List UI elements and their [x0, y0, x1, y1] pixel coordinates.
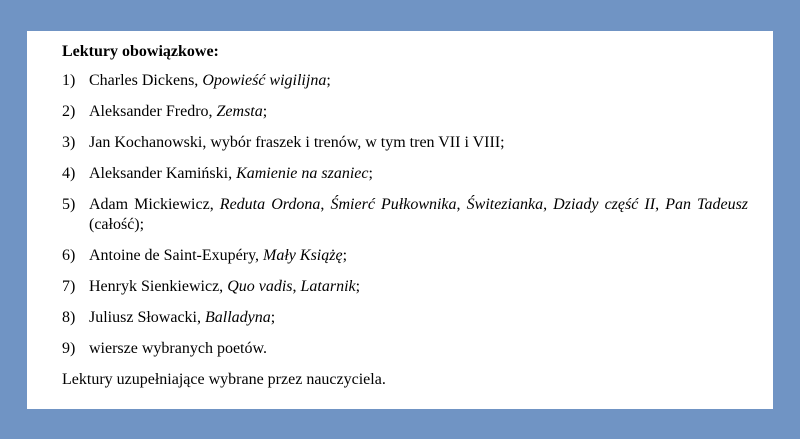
book-title: Mały Książę: [263, 247, 343, 264]
list-item-text: [89, 133, 748, 153]
text-segment: ;: [342, 247, 348, 264]
document-page: [27, 31, 773, 409]
list-item: [62, 133, 748, 153]
text-segment: ,: [320, 196, 331, 213]
text-segment: ,: [543, 196, 554, 213]
list-item-text: [89, 195, 748, 235]
book-title: Dziady część II: [553, 196, 656, 213]
list-item-number: 6): [62, 247, 76, 264]
book-title: Kamienie na szaniec: [236, 165, 369, 182]
text-segment: Henryk Sienkiewicz,: [89, 278, 228, 295]
list-item: [62, 164, 748, 184]
list-item-text: [89, 246, 748, 266]
list-item: [62, 339, 748, 359]
list-item-text: [89, 339, 748, 359]
text-segment: ,: [292, 278, 301, 295]
list-item-number: 4): [62, 165, 76, 182]
list-item-number: 3): [62, 134, 76, 151]
book-title: Świtezianka: [466, 196, 544, 213]
list-item-text: [89, 71, 748, 91]
book-title: Reduta Ordona: [219, 196, 321, 213]
text-segment: wiersze wybranych poetów.: [89, 340, 268, 357]
list-item: [62, 71, 748, 91]
footer-note: Lektury uzupełniające wybrane przez nauczyciela.: [62, 371, 386, 388]
list-item-text: [89, 102, 748, 122]
list-item: [62, 308, 748, 328]
text-segment: ,: [655, 196, 666, 213]
text-segment: ;: [355, 278, 361, 295]
text-segment: ;: [270, 309, 276, 326]
text-segment: ;: [262, 103, 268, 120]
book-title: Opowieść wigilijna: [202, 72, 327, 89]
list-heading: Lektury obowiązkowe:: [62, 43, 219, 60]
list-item: [62, 277, 748, 297]
list-item-number: 5): [62, 196, 76, 213]
list-item: [62, 195, 748, 235]
list-item-number: 8): [62, 309, 76, 326]
text-segment: Charles Dickens,: [89, 72, 203, 89]
text-segment: Antoine de Saint-Exupéry,: [89, 247, 264, 264]
text-segment: ;: [368, 165, 373, 182]
list-item-number: 9): [62, 340, 76, 357]
book-title: Latarnik: [300, 278, 356, 295]
text-segment: ,: [456, 196, 467, 213]
book-title: Zemsta: [216, 103, 263, 120]
text-segment: Aleksander Kamiński,: [89, 165, 237, 182]
text-segment: Adam Mickiewicz,: [89, 196, 220, 213]
book-title: Quo vadis: [227, 278, 293, 295]
text-segment: Juliusz Słowacki,: [89, 309, 205, 326]
text-segment: Aleksander Fredro,: [89, 103, 217, 120]
text-segment: Jan Kochanowski, wybór fraszek i trenów, w tym tren VII i VIII;: [89, 134, 505, 151]
list-item: [62, 102, 748, 122]
reading-list: [62, 71, 748, 359]
book-title: Pan Tadeusz: [665, 196, 749, 213]
list-item-text: [89, 164, 748, 184]
book-title: Balladyna: [205, 309, 271, 326]
list-item-number: 1): [62, 72, 76, 89]
list-item-text: [89, 277, 748, 297]
list-item: [62, 246, 748, 266]
document-content: [62, 42, 748, 390]
text-segment: (całość);: [89, 216, 145, 233]
list-item-number: 2): [62, 103, 76, 120]
list-item-number: 7): [62, 278, 76, 295]
text-segment: ;: [326, 72, 331, 89]
book-title: Śmierć Pułkownika: [330, 196, 457, 213]
list-item-text: [89, 308, 748, 328]
